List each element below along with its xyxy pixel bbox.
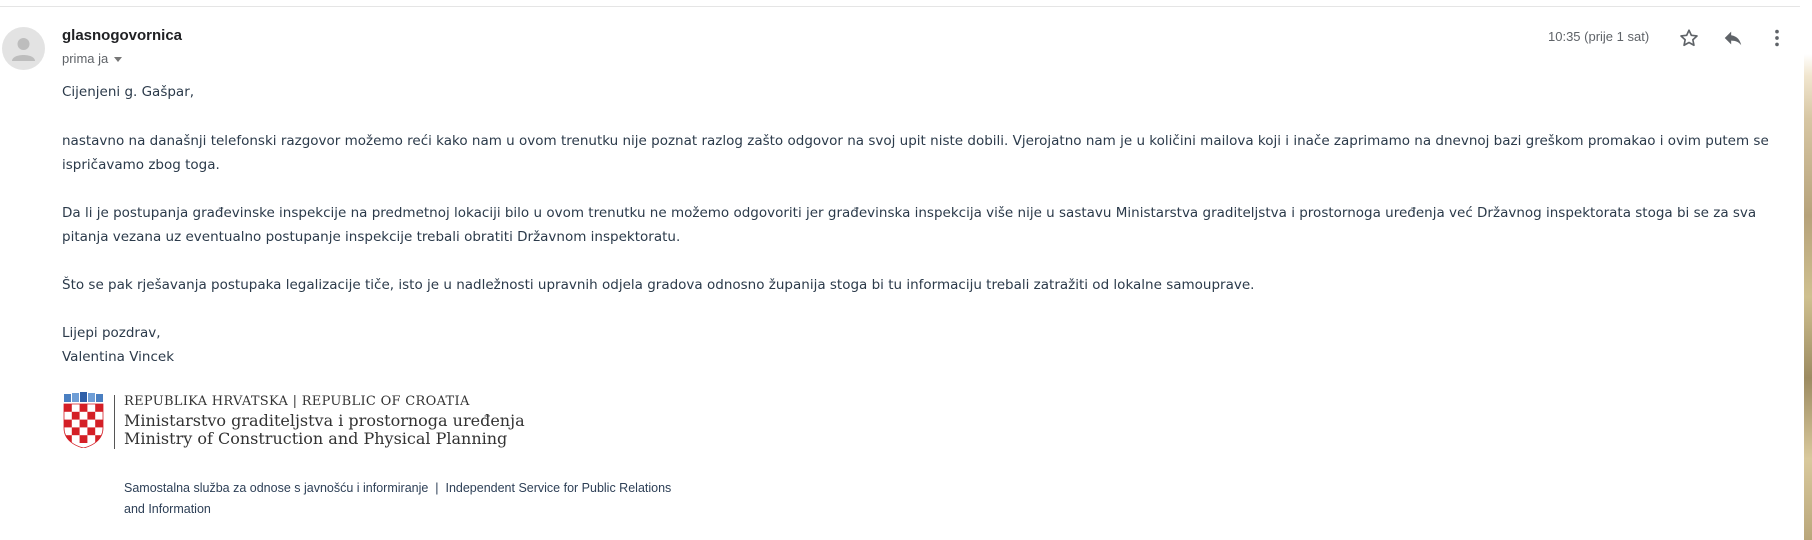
- signature-ministry-hr: Ministarstvo graditeljstva i prostornoga uređenja: [124, 411, 525, 430]
- recipient-label: prima ja: [62, 51, 109, 66]
- signature-name: Valentina Vincek: [62, 349, 175, 365]
- reply-button[interactable]: [1720, 25, 1746, 51]
- email-paragraph-2: Da li je postupanja građevinske inspekcije na predmetnoj lokaciji bilo u ovom trenutku ne možemo odgovoriti jer građevinska inspekcija više nije u sastavu Ministarstva graditeljstva i prostornoga uređenja već Državnog inspektorata stoga bi se za sva pitanja vezana uz eventualno postupanje inspekcije trebali obratiti Državnom inspektoratu.: [62, 205, 1757, 245]
- star-icon: [1678, 27, 1700, 49]
- recipient-details-toggle[interactable]: [62, 51, 122, 66]
- signature-republic-line: REPUBLIKA HRVATSKA | REPUBLIC OF CROATIA: [124, 394, 470, 409]
- more-options-button[interactable]: [1764, 25, 1790, 51]
- background-image-edge: [1804, 0, 1812, 540]
- person-icon: [2, 27, 45, 70]
- email-paragraph-1: nastavno na današnji telefonski razgovor možemo reći kako nam u ovom trenutku nije poznat razlog zašto odgovor na svoj upit niste dobili. Vjerojatno nam je u količini mailova koji i inače zaprimamo na dnevnoj bazi greškom promakao i ovim putem se ispričavamo zbog toga.: [62, 133, 1769, 173]
- signature-divider: [114, 395, 115, 449]
- email-timestamp: 10:35 (prije 1 sat): [1548, 29, 1650, 44]
- sender-avatar[interactable]: [2, 27, 45, 70]
- reply-icon: [1722, 27, 1744, 49]
- email-paragraph-3: Što se pak rješavanja postupaka legalizacije tiče, isto je u nadležnosti upravnih odjela gradova odnosno županija stoga bi tu informaciju trebali zatražiti od lokalne samouprave.: [62, 277, 1255, 293]
- service-info: [124, 478, 744, 520]
- top-divider: [0, 6, 1800, 7]
- service-info-line-2: and Information: [124, 502, 211, 516]
- star-button[interactable]: [1676, 25, 1702, 51]
- email-closing: Lijepi pozdrav,: [62, 325, 161, 341]
- croatian-coat-of-arms-icon: [62, 392, 106, 448]
- ministry-signature: [62, 392, 525, 452]
- service-info-line-1: Samostalna služba za odnose s javnošću i informiranje | Independent Service for Public Relations: [124, 481, 672, 495]
- chevron-down-icon: [114, 57, 122, 62]
- more-vertical-icon: [1766, 27, 1788, 49]
- signature-ministry-en: Ministry of Construction and Physical Planning: [124, 429, 508, 448]
- sender-name[interactable]: glasnogovornica: [62, 27, 183, 44]
- email-greeting: Cijenjeni g. Gašpar,: [62, 84, 195, 100]
